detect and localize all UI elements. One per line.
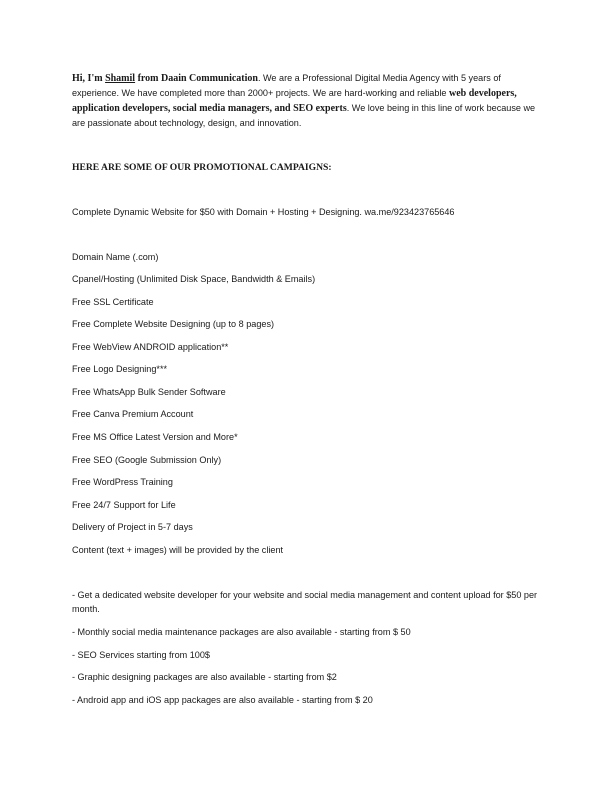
feature-item: Free 24/7 Support for Life [72, 500, 176, 510]
feature-item: Free SEO (Google Submission Only) [72, 455, 222, 465]
service-item: - SEO Services starting from 100$ [72, 650, 210, 660]
intro-paragraph [72, 71, 542, 130]
intro-company: from Daain Communication [135, 73, 258, 84]
service-item: - Get a dedicated website developer for your website and social media management and content upload for $50 per month. [72, 590, 538, 614]
main-offer: Complete Dynamic Website for $50 with Domain + Hosting + Designing. wa.me/923423765646 [72, 207, 455, 217]
feature-item: Free Logo Designing*** [72, 364, 168, 374]
intro-roles: web developers, application developers, social media managers, and SEO experts [72, 88, 517, 114]
service-item: - Monthly social media maintenance packages are also available - starting from $ 50 [72, 627, 411, 637]
feature-item: Free SSL Certificate [72, 297, 154, 307]
service-item: - Android app and iOS app packages are also available - starting from $ 20 [72, 695, 373, 705]
intro-sentence-1: . We are a Professional Digital Media Agency with 5 years of experience. We have completed more than 2000+ projects. We are hard-working and reliable [72, 73, 501, 98]
intro-sentence-2: . We love being in this line of work because we are passionate about technology, design, and innovation. [72, 103, 536, 128]
feature-item: Cpanel/Hosting (Unlimited Disk Space, Bandwidth & Emails) [72, 274, 316, 284]
feature-item: Free WhatsApp Bulk Sender Software [72, 387, 226, 397]
feature-item: Domain Name (.com) [72, 252, 159, 262]
feature-item: Free MS Office Latest Version and More* [72, 432, 238, 442]
service-item: - Graphic designing packages are also available - starting from $2 [72, 672, 337, 682]
campaigns-heading: HERE ARE SOME OF OUR PROMOTIONAL CAMPAIGNS: [72, 162, 332, 173]
feature-item: Content (text + images) will be provided by the client [72, 545, 284, 555]
intro-author-name: Shamil [105, 73, 136, 84]
feature-item: Free Canva Premium Account [72, 409, 194, 419]
feature-item: Free Complete Website Designing (up to 8 pages) [72, 319, 275, 329]
intro-greeting: Hi, I'm [72, 73, 106, 84]
feature-item: Delivery of Project in 5-7 days [72, 522, 193, 532]
feature-item: Free WebView ANDROID application** [72, 342, 229, 352]
feature-item: Free WordPress Training [72, 477, 173, 487]
